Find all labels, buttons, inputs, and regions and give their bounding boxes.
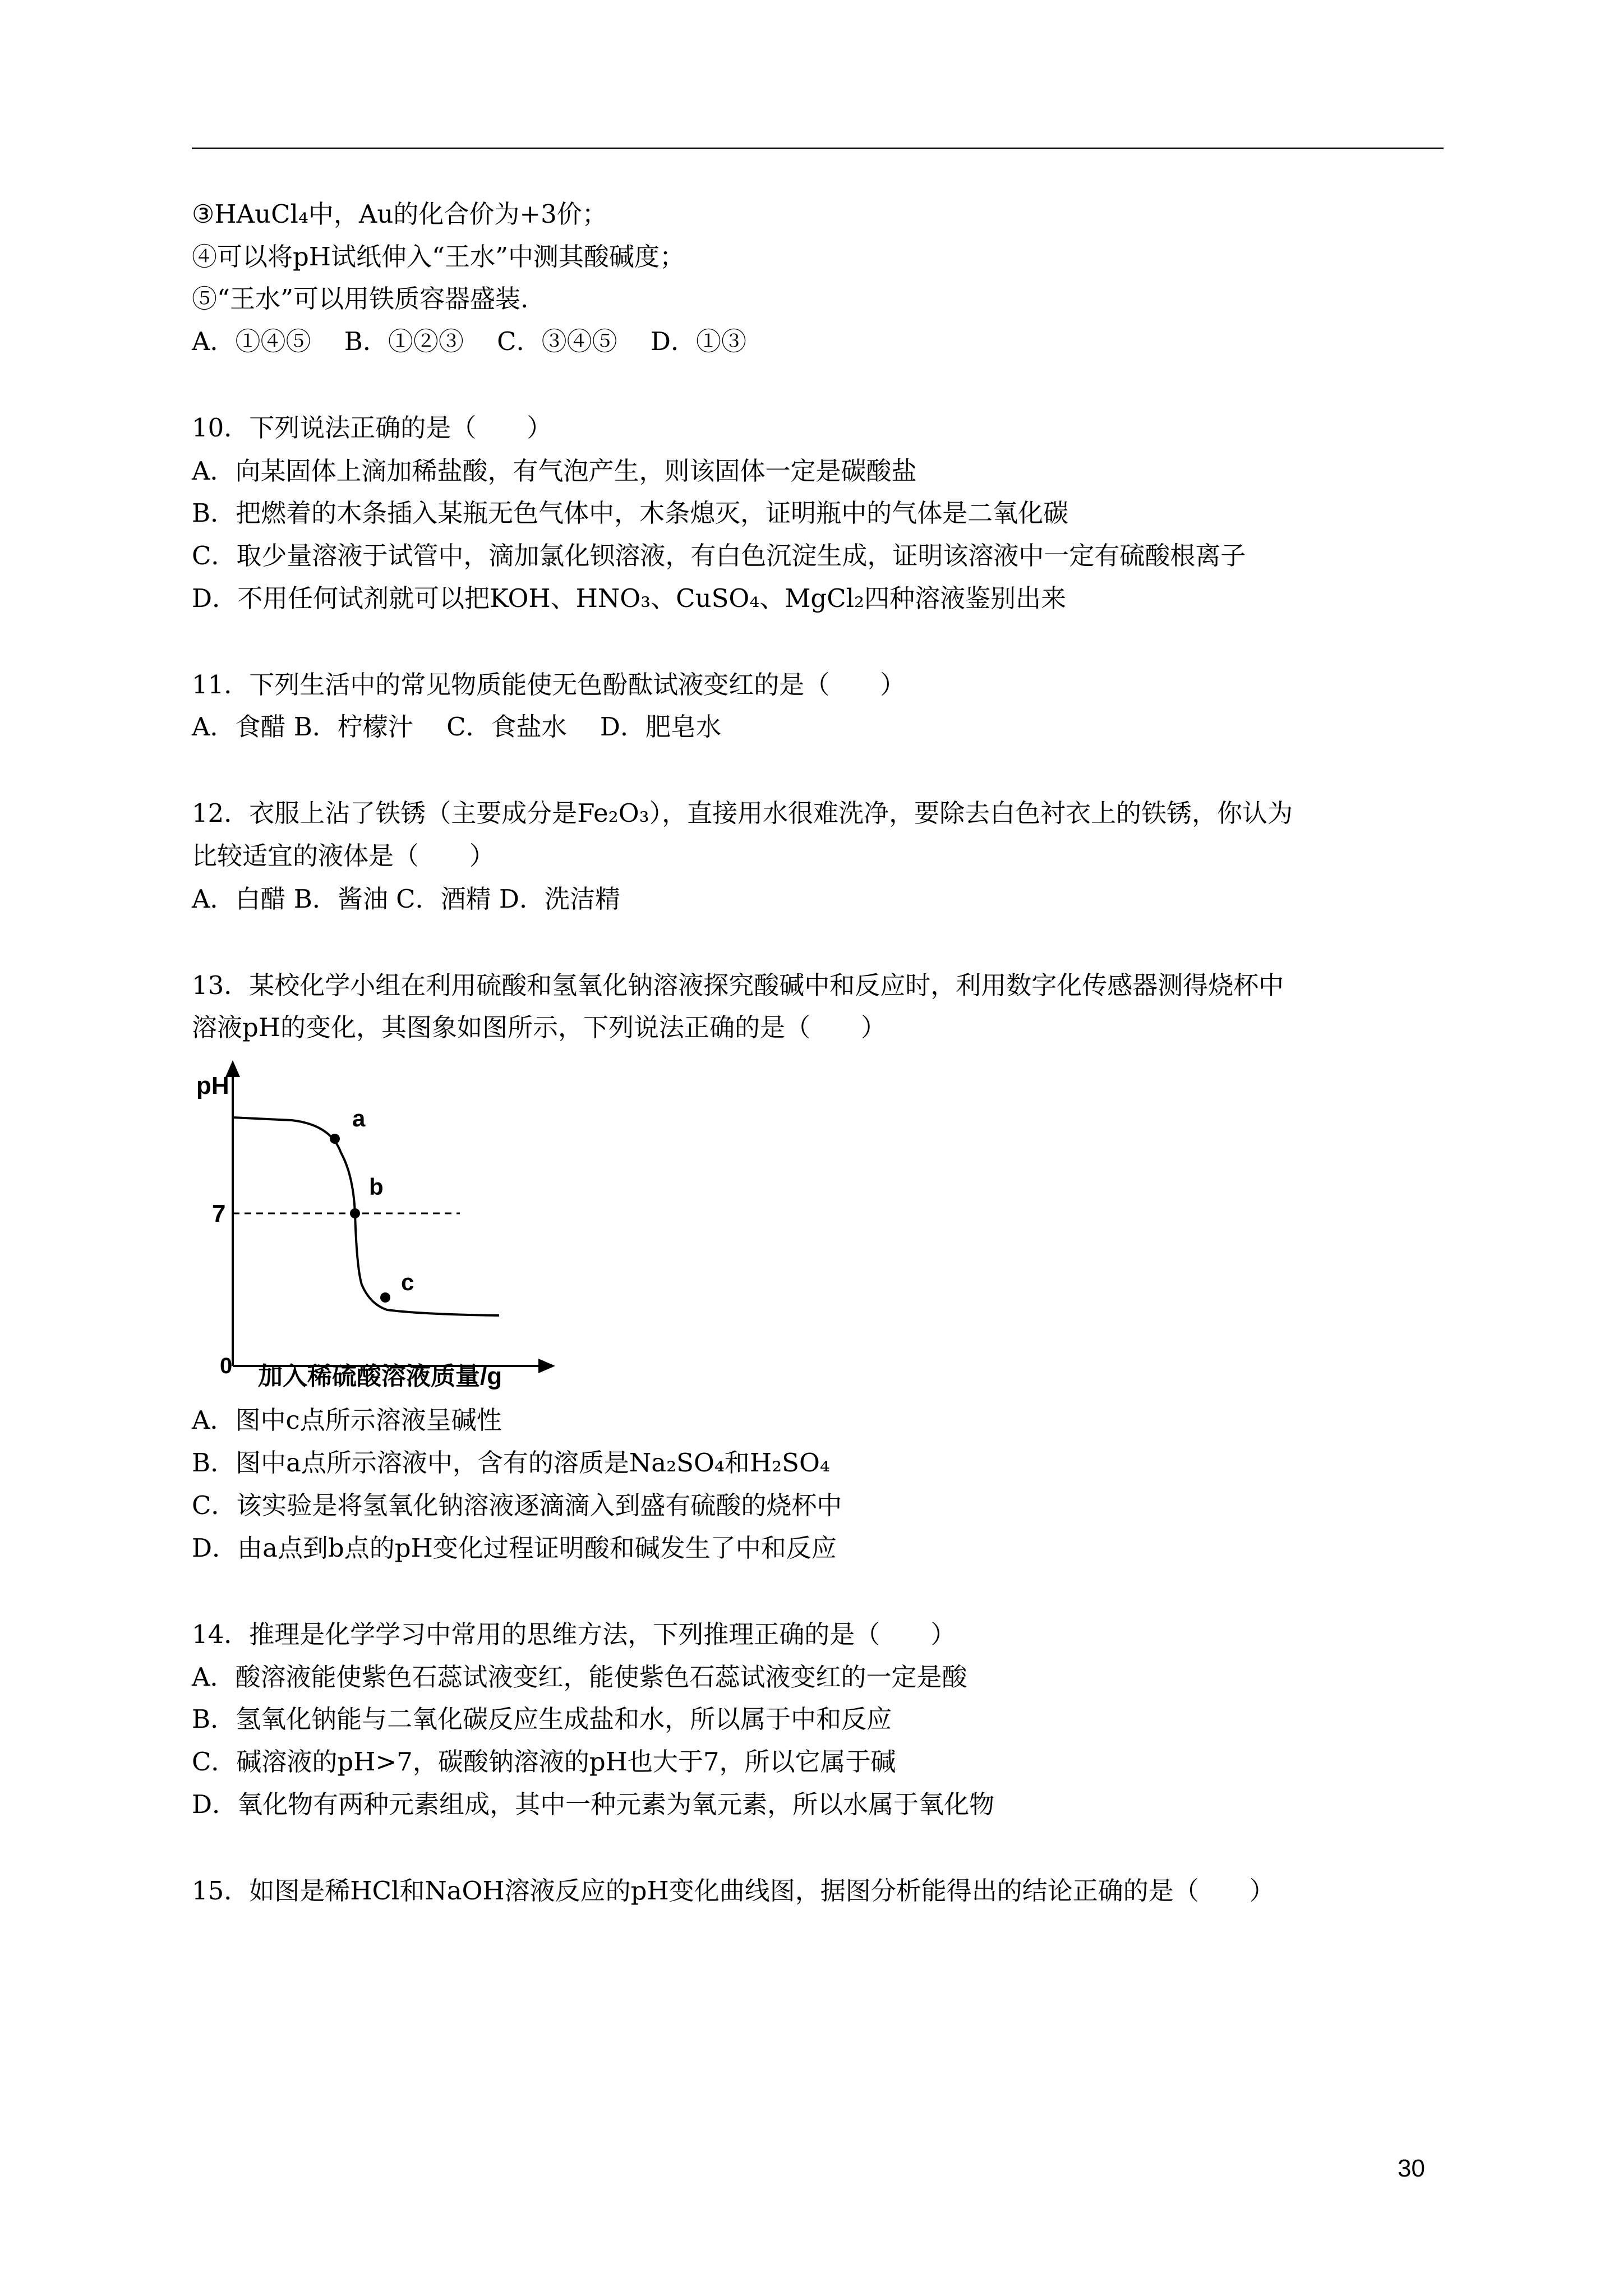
q13-option-b: B．图中a点所示溶液中，含有的溶质是Na₂SO₄和H₂SO₄ [192, 1448, 830, 1478]
origin-label: 0 [220, 1354, 233, 1378]
q11-options: A．食醋 B．柠檬汁 C．食盐水 D．肥皂水 [192, 712, 721, 742]
x-axis-label: 加入稀硫酸溶液质量/g [258, 1363, 502, 1390]
point-c-label: c [401, 1269, 414, 1295]
point-b-label: b [369, 1174, 384, 1200]
statement-5: ⑤“王水”可以用铁质容器盛装. [192, 284, 529, 314]
q10-option-b: B．把燃着的木条插入某瓶无色气体中，木条熄灭，证明瓶中的气体是二氧化碳 [192, 498, 1069, 528]
statement-3: ③HAuCl₄中，Au的化合价为+3价； [192, 199, 607, 229]
statement-4: ④可以将pH试纸伸入“王水”中测其酸碱度； [192, 242, 685, 272]
point-a [330, 1134, 340, 1144]
q10-option-d: D．不用任何试剂就可以把KOH、HNO₃、CuSO₄、MgCl₂四种溶液鉴别出来 [192, 583, 1067, 613]
q15-stem: 15．如图是稀HCl和NaOH溶液反应的pH变化曲线图，据图分析能得出的结论正确的是（ ） [192, 1876, 1275, 1906]
q13-option-a: A．图中c点所示溶液呈碱性 [192, 1405, 502, 1435]
point-c [380, 1292, 390, 1303]
q11-stem: 11．下列生活中的常见物质能使无色酚酞试液变红的是（ ） [192, 670, 906, 700]
q10-option-a: A．向某固体上滴加稀盐酸，有气泡产生，则该固体一定是碳酸盐 [192, 456, 917, 486]
q13-stem-line2: 溶液pH的变化，其图象如图所示，下列说法正确的是（ ） [192, 1013, 887, 1042]
q9-options: A．①④⑤ B．①②③ C．③④⑤ D．①③ [192, 326, 746, 356]
q13-stem-line1: 13．某校化学小组在利用硫酸和氢氧化钠溶液探究酸碱中和反应时，利用数字化传感器测得烧杯中 [192, 970, 1284, 1000]
q14-option-d: D．氧化物有两种元素组成，其中一种元素为氧元素，所以水属于氧化物 [192, 1789, 995, 1819]
point-a-label: a [352, 1105, 366, 1131]
q10-option-c: C．取少量溶液于试管中，滴加氯化钡溶液，有白色沉淀生成，证明该溶液中一定有硫酸根离子 [192, 541, 1246, 570]
q14-stem: 14．推理是化学学习中常用的思维方法，下列推理正确的是（ ） [192, 1619, 956, 1649]
q12-stem-line2: 比较适宜的液体是（ ） [192, 841, 495, 871]
q12-stem-line1: 12．衣服上沾了铁锈（主要成分是Fe₂O₃），直接用水很难洗净，要除去白色衬衣上的铁锈，你认为 [192, 798, 1293, 828]
ph-titration-graph [185, 1055, 566, 1391]
q14-option-c: C．碱溶液的pH>7，碳酸钠溶液的pH也大于7，所以它属于碱 [192, 1747, 896, 1777]
page-number: 30 [1398, 2155, 1425, 2182]
q13-option-d: D．由a点到b点的pH变化过程证明酸和碱发生了中和反应 [192, 1533, 837, 1563]
q14-option-a: A．酸溶液能使紫色石蕊试液变红，能使紫色石蕊试液变红的一定是酸 [192, 1662, 967, 1692]
ph-curve [233, 1117, 499, 1315]
y-axis-label: pH [196, 1072, 229, 1099]
q10-stem: 10．下列说法正确的是（ ） [192, 413, 552, 443]
header-rule [192, 148, 1444, 149]
q12-options: A．白醋 B．酱油 C．酒精 D．洗洁精 [192, 884, 620, 914]
x-axis-arrow [538, 1359, 555, 1373]
ph7-tick-label: 7 [212, 1200, 226, 1227]
q13-option-c: C．该实验是将氢氧化钠溶液逐滴滴入到盛有硫酸的烧杯中 [192, 1490, 842, 1520]
q14-option-b: B．氢氧化钠能与二氧化碳反应生成盐和水，所以属于中和反应 [192, 1704, 892, 1734]
point-b [350, 1208, 360, 1218]
